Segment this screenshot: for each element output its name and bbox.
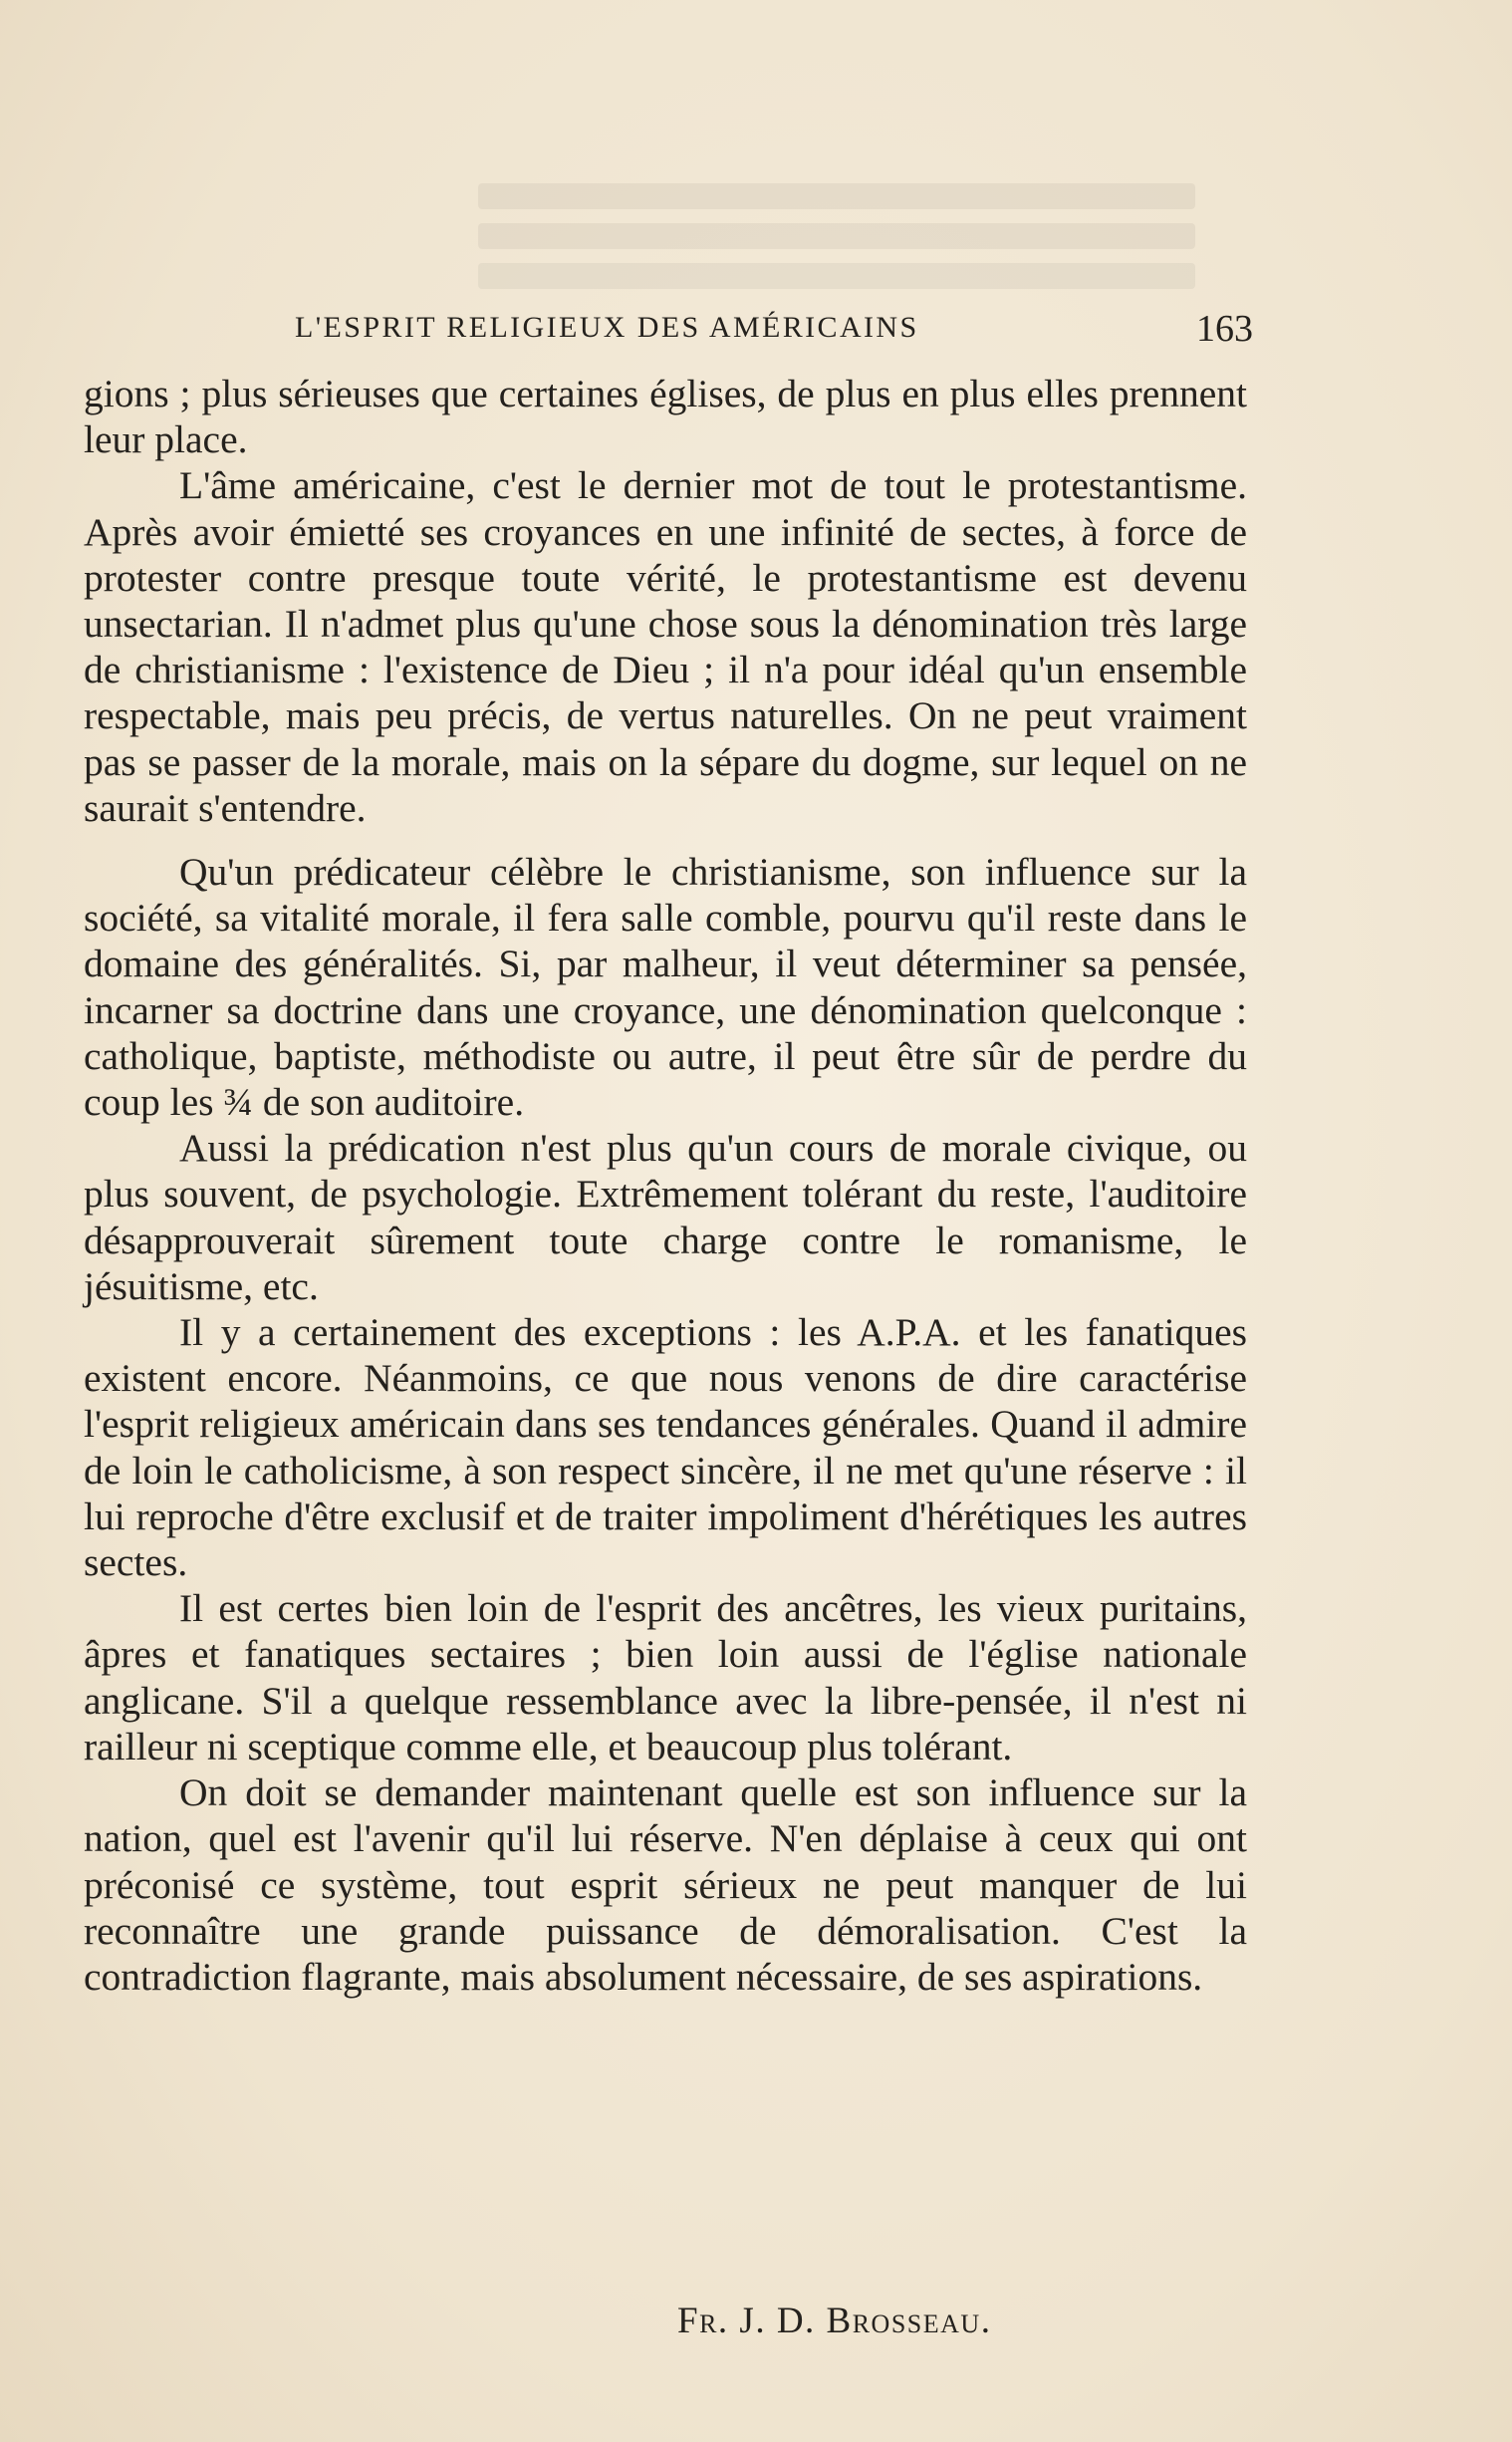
author-signature: Fr. J. D. Brosseau. — [677, 2301, 992, 2341]
paragraph-5: Il y a certainement des exceptions : les A.P.A. et les fanatiques existent encore. Néanmoins, ce que nous venons de dire caractérise l'esprit religieux américain dans ses tendances générales. Quand il admire de loin le catholicisme, à son respect sincère, il ne met qu'une réserve : il lui reproche d'être exclusif et de traiter impoliment d'hérétiques les autres sectes. — [84, 1310, 1247, 1585]
body-text — [84, 371, 1247, 2000]
bleed-through-text — [478, 169, 1195, 319]
running-title: L'ESPRIT RELIGIEUX DES AMÉRICAINS — [295, 311, 919, 344]
paragraph-6: Il est certes bien loin de l'esprit des ancêtres, les vieux puritains, âpres et fanatiques sectaires ; bien loin aussi de l'église nationale anglicane. S'il a quelque ressemblance avec la libre-pensée, il n'est ni railleur ni sceptique comme elle, et beaucoup plus tolérant. — [84, 1586, 1247, 1768]
paragraph-2: L'âme américaine, c'est le dernier mot de tout le protestantisme. Après avoir émietté ses croyances en une infinité de sectes, à force de protester contre presque toute vérité, le protestantisme est devenu unsectarian. Il n'admet plus qu'une chose sous la dénomination très large de christianisme : l'existence de Dieu ; il n'a pour idéal qu'un ensemble respectable, mais peu précis, de vertus naturelles. On ne peut vraiment pas se passer de la morale, mais on la sépare du dogme, sur lequel on ne saurait s'entendre. — [84, 463, 1247, 830]
paragraph-7: On doit se demander maintenant quelle est son influence sur la nation, quel est l'avenir qu'il lui réserve. N'en déplaise à ceux qui ont préconisé ce système, tout esprit sérieux ne peut manquer de lui reconnaître une grande puissance de démoralisation. C'est la contradiction flagrante, mais absolument nécessaire, de ses aspirations. — [84, 1770, 1247, 1999]
paragraph-1: gions ; plus sérieuses que certaines églises, de plus en plus elles prennent leur place. — [84, 372, 1247, 462]
page-number: 163 — [1196, 308, 1253, 350]
paragraph-4: Aussi la prédication n'est plus qu'un cours de morale civique, ou plus souvent, de psychologie. Extrêmement tolérant du reste, l'auditoire désapprouverait sûrement toute charge contre le romanisme, le jésuitisme, etc. — [84, 1126, 1247, 1308]
running-header — [295, 307, 1275, 357]
paragraph-3: Qu'un prédicateur célèbre le christianisme, son influence sur la société, sa vitalité morale, il fera salle comble, pourvu qu'il reste dans le domaine des généralités. Si, par malheur, il veut déterminer sa pensée, incarner sa doctrine dans une croyance, une dénomination quelconque : catholique, baptiste, méthodiste ou autre, il peut être sûr de perdre du coup les ¾ de son auditoire. — [84, 850, 1247, 1125]
